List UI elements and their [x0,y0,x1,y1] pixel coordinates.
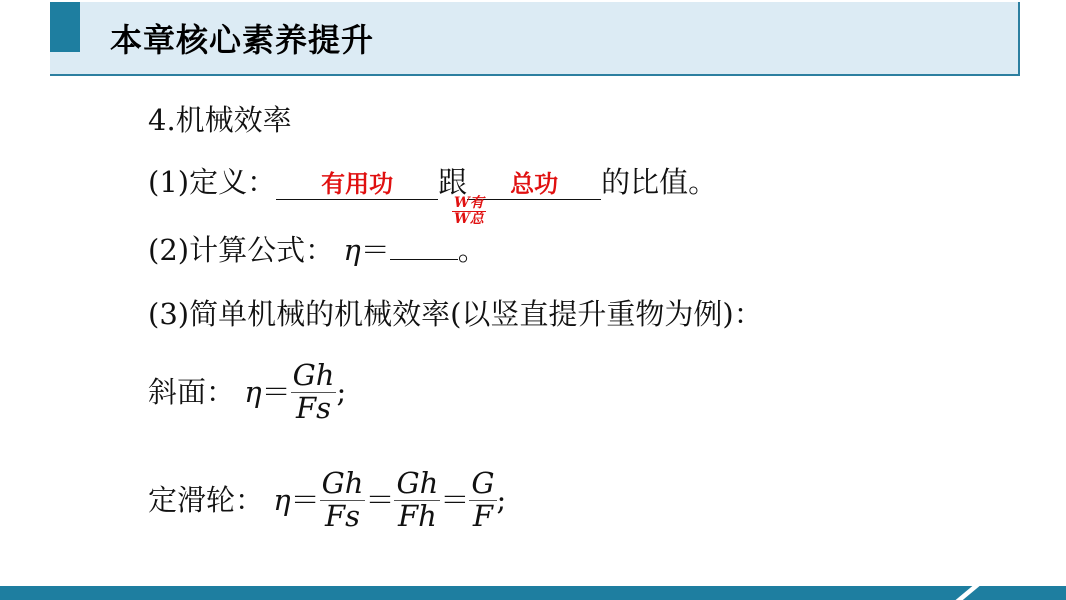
answer-fraction-denominator: W总 [454,211,484,228]
formula-line [148,228,487,269]
pulley-f3-denominator: F [472,498,493,533]
pulley-equals-3: ＝ [440,482,470,517]
incline-numerator: Gh [292,358,335,392]
incline-fraction [291,360,337,425]
pulley-line [148,468,506,533]
pulley-f2-denominator: Fh [398,498,437,533]
pulley-end: ; [496,482,507,517]
definition-suffix: 的比值。 [601,165,718,199]
simple-machines-line: (3)简单机械的机械效率(以竖直提升重物为例)： [148,297,763,331]
pulley-f2-numerator: Gh [396,466,439,500]
pulley-fraction-3 [469,468,496,533]
answer-total-work: 总功 [510,170,559,198]
pulley-fraction-1 [320,468,366,533]
eta-symbol: η [343,233,361,267]
header-accent-block [50,2,80,52]
incline-eta: η [244,374,262,409]
formula-suffix: 。 [457,233,487,267]
incline-label: 斜面： [148,374,236,409]
pulley-f1-numerator: Gh [321,466,364,500]
blank-formula [390,229,458,260]
answer-useful-work: 有用功 [321,170,394,198]
incline-line [148,360,346,425]
pulley-f1-denominator: Fs [325,498,361,533]
definition-line [148,160,717,201]
definition-middle: 跟 [438,165,468,199]
pulley-fraction-2 [394,468,440,533]
page-title: 本章核心素养提升 [110,21,375,59]
footer-bar [0,586,1066,600]
incline-end: ; [336,374,347,409]
pulley-equals-1: ＝ [290,482,320,517]
incline-equals: ＝ [261,374,291,409]
pulley-equals-2: ＝ [365,482,395,517]
answer-fraction-numerator: W有 [454,195,484,211]
pulley-f3-numerator: G [471,466,495,500]
formula-prefix: (2)计算公式： [148,233,335,267]
answer-formula-fraction [452,196,486,228]
section-heading: 4.机械效率 [148,103,292,137]
equals-sign: ＝ [360,233,390,267]
pulley-eta: η [273,482,291,517]
definition-prefix: (1)定义： [148,165,277,199]
pulley-label: 定滑轮： [148,482,265,517]
incline-denominator: Fs [296,390,332,425]
blank-useful-work [276,164,438,200]
blank-total-work [467,164,601,200]
